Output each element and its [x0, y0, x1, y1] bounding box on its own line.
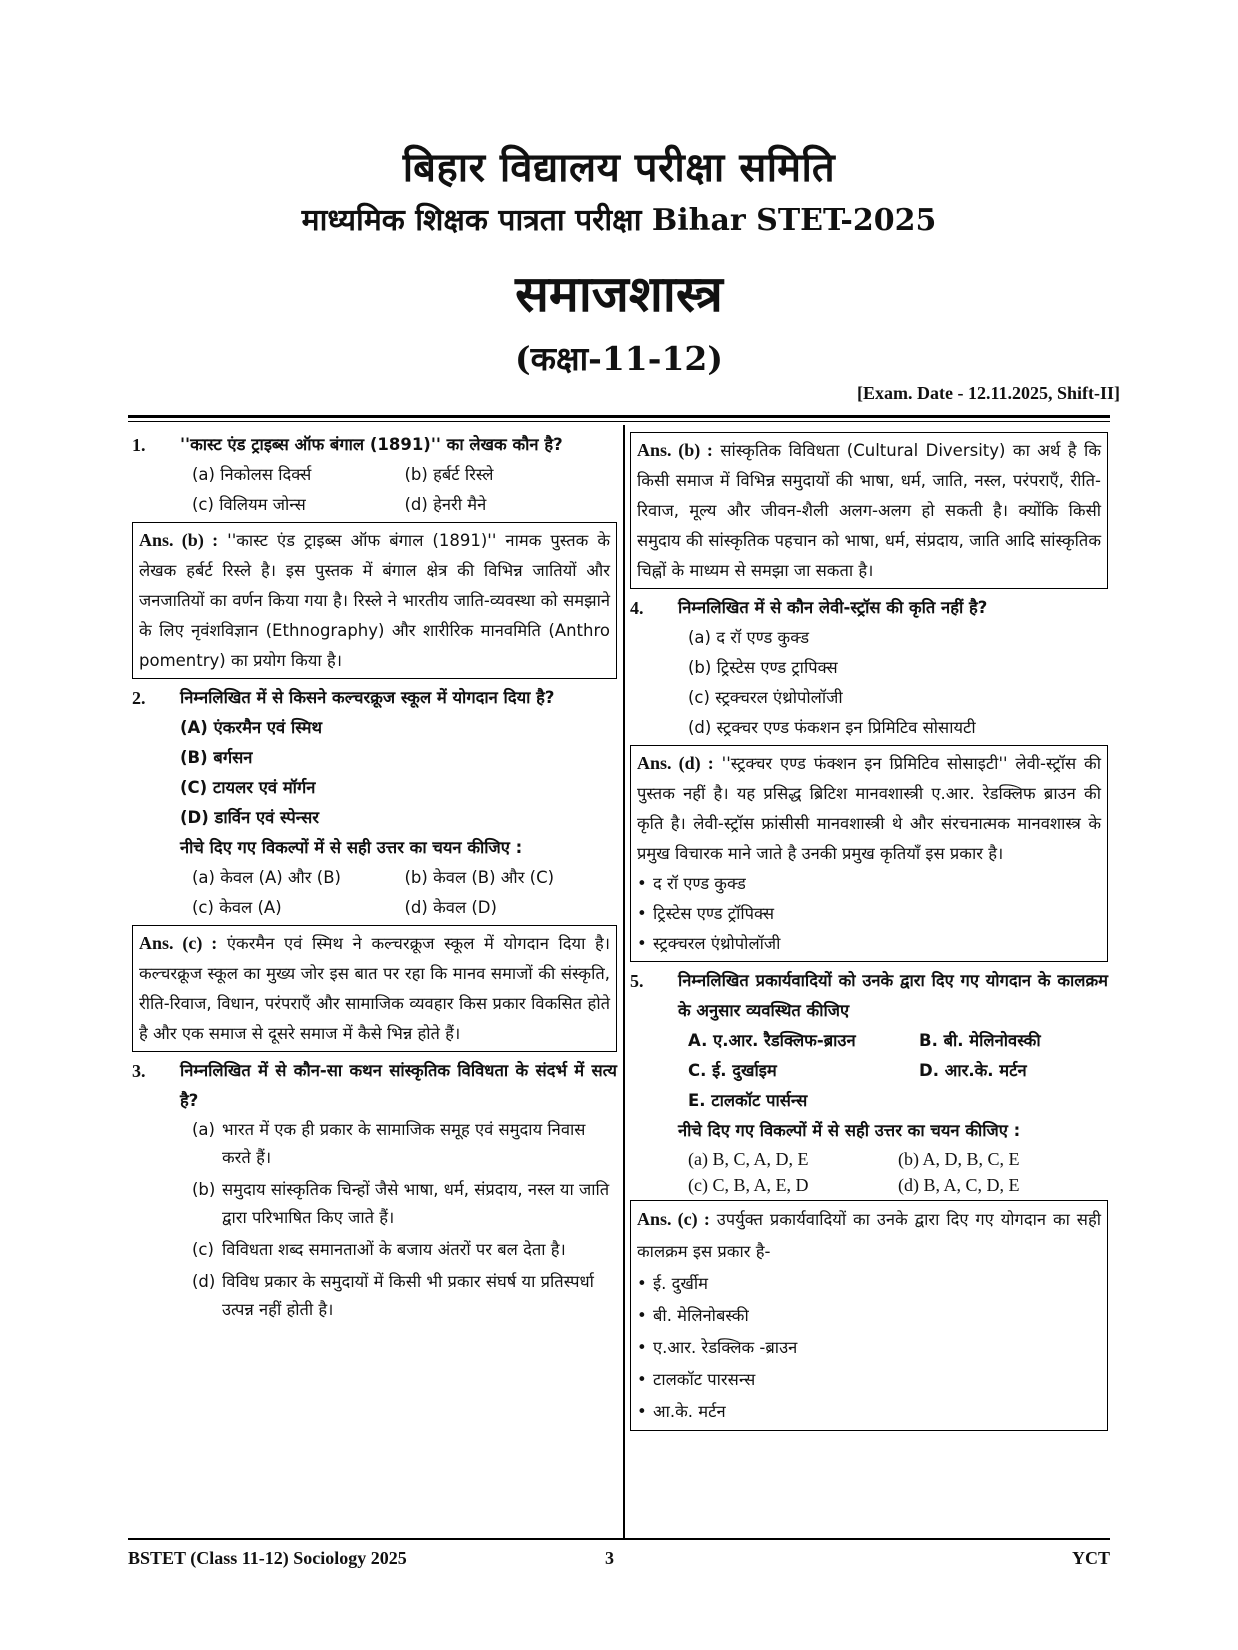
bottom-divider	[128, 1538, 1110, 1540]
answer-label: Ans. (d) :	[637, 753, 714, 773]
answer-text: उपर्युक्त प्रकार्यवादियों का उनके द्वारा दिए गए योगदान का सही कालक्रम इस प्रकार है-	[637, 1210, 1101, 1261]
answer-text: ''स्ट्रक्चर एण्ड फंक्शन इन प्रिमिटिव सोसाइटी'' लेवी-स्ट्रॉस की पुस्तक नहीं है। यह प्रसिद्ध ब्रिटिश मानवशास्त्री ए.आर. रेडक्लिफ ब्राउन की कृति है। लेवी-स्ट्रॉस फ्रांसीसी मानवशास्त्री थे और संरचनात्मक मानवशास्त्र के प्रमुख विचारक माने जाते है उनकी प्रमुख कृतियाँ इस प्रकार है।	[637, 754, 1101, 863]
question-text: ''कास्ट एंड ट्राइब्स ऑफ बंगाल (1891)'' का लेखक कौन है?	[180, 435, 563, 454]
q4-answer-box	[630, 745, 1108, 962]
left-column	[132, 430, 617, 1328]
answer-text: सांस्कृतिक विविधता (Cultural Diversity) का अर्थ है कि किसी समाज में विभिन्न समुदायों की भाषा, धर्म, जाति, नस्ल, परंपराएँ, रीति-रिवाज, मूल्य और जीवन-शैली अलग-अलग हो सकती है। क्योंकि किसी समुदाय की सांस्कृतिक पहचान को भाषा, धर्म, संप्रदाय, जाति आदि सांस्कृतिक चिह्नों के माध्यम से समझा जा सकता है।	[637, 441, 1101, 580]
bullet-item: • द रॉ एण्ड कुक्ड	[637, 874, 746, 893]
q3-options	[132, 1116, 617, 1324]
statement-d: (D) डार्विन एवं स्पेन्सर	[180, 808, 320, 827]
option-c: (c) केवल (A)	[192, 898, 282, 917]
right-column	[630, 430, 1108, 1435]
option-c: (c) विलियम जोन्स	[192, 495, 306, 514]
class-label: (कक्षा-11-12)	[514, 339, 724, 378]
question-number: 4.	[630, 598, 644, 618]
answer-label: Ans. (c) :	[637, 1209, 710, 1229]
item-d: D. आर.के. मर्टन	[919, 1061, 1027, 1080]
question-1	[132, 430, 617, 460]
q1-answer-box	[132, 522, 617, 679]
top-divider	[128, 415, 1110, 418]
q4-options	[630, 623, 1108, 743]
option-b: (b) A, D, B, C, E	[898, 1149, 1020, 1169]
q1-options	[132, 460, 617, 520]
item-e: E. टालकॉट पार्सन्स	[688, 1091, 808, 1110]
q5-instruction: नीचे दिए गए विकल्पों में से सही उत्तर का चयन कीजिए :	[678, 1121, 1021, 1140]
bullet-item: • बी. मेलिनोबस्की	[637, 1306, 749, 1325]
option-a: (a) भारत में एक ही प्रकार के सामाजिक समूह एवं समुदाय निवास करते हैं।	[192, 1120, 586, 1167]
q2-statements	[132, 713, 617, 833]
question-number: 5.	[630, 971, 644, 991]
option-c: (c) विविधता शब्द समानताओं के बजाय अंतरों पर बल देता है।	[192, 1240, 566, 1259]
question-5	[630, 966, 1108, 1026]
bullet-item: • ए.आर. रेडक्लिक -ब्राउन	[637, 1338, 798, 1357]
option-b: (b) समुदाय सांस्कृतिक चिन्हों जैसे भाषा, धर्म, संप्रदाय, नस्ल या जाति द्वारा परिभाषित किए जाते हैं।	[192, 1180, 610, 1227]
footer-title: BSTET (Class 11-12) Sociology 2025	[128, 1548, 407, 1568]
bullet-item: • स्ट्रक्चरल एंथ्रोपोलॉजी	[637, 934, 781, 953]
answer-text: एंकरमैन एवं स्मिथ ने कल्चरक्रूज स्कूल में योगदान दिया है। कल्चरक्रूज स्कूल का मुख्य जोर इस बात पर रहा कि मानव समाजों की संस्कृति, रीति-रिवाज, विधान, परंपराएँ और सामाजिक व्यवहार किस प्रकार विकसित होते है और एक समाज से दूसरे समाज में कैसे भिन्न होते हैं।	[139, 934, 610, 1043]
question-2	[132, 683, 617, 713]
option-b: (b) केवल (B) और (C)	[404, 868, 555, 887]
statement-b: (B) बर्गसन	[180, 748, 253, 767]
question-text: निम्नलिखित में से कौन लेवी-स्ट्रॉस की कृति नहीं है?	[678, 598, 988, 617]
q2-options	[132, 863, 617, 923]
question-text: निम्नलिखित में से कौन-सा कथन सांस्कृतिक विविधता के संदर्भ में सत्य है?	[180, 1061, 617, 1110]
option-d: (d) हेनरी मैने	[404, 495, 487, 514]
statement-a: (A) एंकरमैन एवं स्मिथ	[180, 718, 323, 737]
statement-c: (C) टायलर एवं मॉर्गन	[180, 778, 316, 797]
option-d: (d) B, A, C, D, E	[898, 1175, 1020, 1195]
option-c: (c) C, B, A, E, D	[688, 1175, 809, 1195]
column-divider	[623, 425, 625, 1538]
question-4	[630, 593, 1108, 623]
page-number: 3	[605, 1548, 614, 1568]
answer-label: Ans. (c) :	[139, 933, 218, 953]
question-text: निम्नलिखित में से किसने कल्चरक्रूज स्कूल में योगदान दिया है?	[180, 688, 555, 707]
option-b: (b) हर्बर्ट रिस्ले	[404, 465, 494, 484]
q5-items	[630, 1026, 1108, 1116]
option-a: (a) केवल (A) और (B)	[192, 868, 341, 887]
question-number: 3.	[132, 1061, 146, 1081]
option-b: (b) ट्रिस्टेस एण्ड ट्रापिक्स	[688, 658, 838, 677]
subject-title: समाजशास्त्र	[515, 264, 723, 323]
question-text: निम्नलिखित प्रकार्यवादियों को उनके द्वारा दिए गए योगदान के कालक्रम के अनुसार व्यवस्थित कीजिए	[678, 971, 1108, 1020]
bullet-item: • ई. दुर्खीम	[637, 1274, 708, 1293]
bullet-item: • ट्रिस्टेस एण्ड ट्रॉपिक्स	[637, 904, 775, 923]
option-a: (a) निकोलस दिर्क्स	[192, 465, 312, 484]
exam-title: माध्यमिक शिक्षक पात्रता परीक्षा Bihar STET-2025	[301, 203, 937, 238]
option-d: (d) स्ट्रक्चर एण्ड फंकशन इन प्रिमिटिव सोसायटी	[688, 718, 976, 737]
question-3	[132, 1056, 617, 1116]
q2-answer-box	[132, 925, 617, 1052]
q5-answer-box	[630, 1200, 1108, 1431]
board-title: बिहार विद्यालय परीक्षा समिति	[402, 144, 836, 191]
q3-answer-box	[630, 432, 1108, 589]
answer-text: ''कास्ट एंड ट्राइब्स ऑफ बंगाल (1891)'' नामक पुस्तक के लेखक हर्बर्ट रिस्ले है। इस पुस्तक में बंगाल क्षेत्र की विभिन्न जातियों और जनजातियों का वर्णन किया गया है। रिस्ले ने भारतीय जाति-व्यवस्था को समझाने के लिए नृवंशविज्ञान (Ethnography) और शारीरिक मानवमिति (Anthro pomentry) का प्रयोग किया है।	[139, 531, 610, 670]
option-d: (d) विविध प्रकार के समुदायों में किसी भी प्रकार संघर्ष या प्रतिस्पर्धा उत्पन्न नहीं होती है।	[192, 1272, 594, 1319]
option-a: (a) द रॉ एण्ड कुक्ड	[688, 628, 810, 647]
question-number: 2.	[132, 688, 146, 708]
q5-options	[630, 1146, 1108, 1198]
bullet-item: • टालकॉट पारसन्स	[637, 1370, 756, 1389]
bullet-item: • आ.के. मर्टन	[637, 1402, 726, 1421]
option-a: (a) B, C, A, D, E	[688, 1149, 809, 1169]
item-b: B. बी. मेलिनोवस्की	[919, 1031, 1041, 1050]
question-number: 1.	[132, 435, 146, 455]
option-c: (c) स्ट्रक्चरल एंथ्रोपोलॉजी	[688, 688, 843, 707]
footer-publisher: YCT	[1071, 1548, 1110, 1568]
item-c: C. ई. दुर्खाइम	[688, 1061, 777, 1080]
exam-date: [Exam. Date - 12.11.2025, Shift-II]	[857, 383, 1120, 403]
answer-label: Ans. (b) :	[139, 530, 219, 550]
top-divider-thin	[128, 421, 1110, 422]
item-a: A. ए.आर. रैडक्लिफ-ब्राउन	[688, 1031, 856, 1050]
option-d: (d) केवल (D)	[404, 898, 497, 917]
answer-label: Ans. (b) :	[637, 440, 713, 460]
q2-instruction: नीचे दिए गए विकल्पों में से सही उत्तर का चयन कीजिए :	[180, 838, 523, 857]
